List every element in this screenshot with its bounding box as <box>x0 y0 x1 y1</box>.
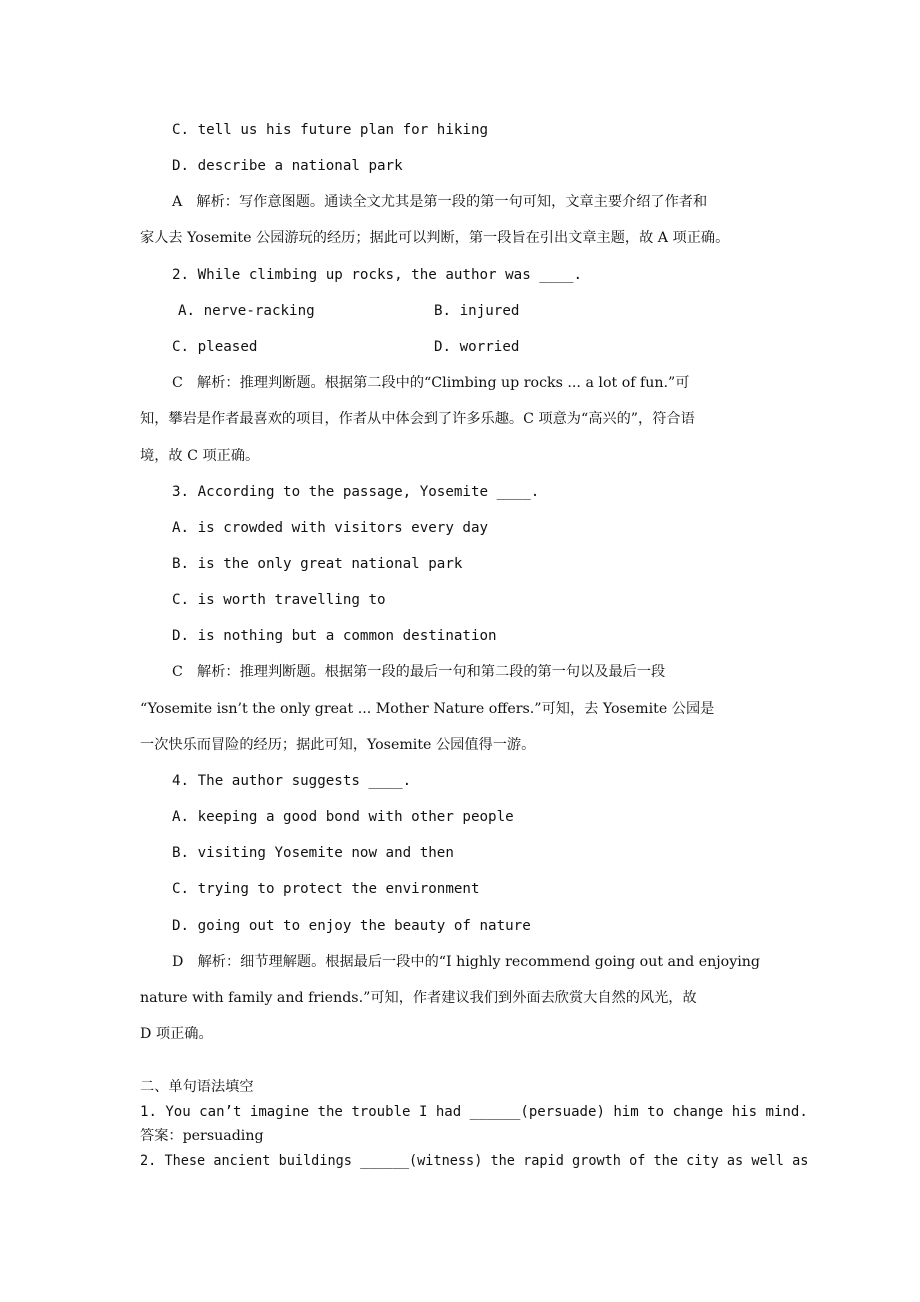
grammar-item-1: 1. You can’t imagine the trouble I had ______(persuade) him to change his mind. <box>140 1104 808 1120</box>
q3-stem: 3. According to the passage, Yosemite ____. <box>172 484 540 500</box>
q3-option-b: B. is the only great national park <box>172 556 463 572</box>
q2-stem: 2. While climbing up rocks, the author was ____. <box>172 267 582 283</box>
q3-analysis-line: “Yosemite isn’t the only great ... Mother Nature offers.”可知，去 Yosemite 公园是 <box>140 701 715 717</box>
q1-option-c: C. tell us his future plan for hiking <box>172 122 489 138</box>
q2-analysis-line: 知，攀岩是作者最喜欢的项目，作者从中体会到了许多乐趣。C 项意为“高兴的”，符合语 <box>140 411 695 427</box>
grammar-item-1-answer: 答案：persuading <box>140 1128 264 1144</box>
q2-option-b: B. injured <box>434 303 520 319</box>
q4-analysis-line: nature with family and friends.”可知，作者建议我们到外面去欣赏大自然的风光，故 <box>140 990 697 1006</box>
q2-analysis-line: 境，故 C 项正确。 <box>140 448 260 464</box>
q3-option-c: C. is worth travelling to <box>172 592 386 608</box>
q1-analysis-line: 家人去 Yosemite 公园游玩的经历；据此可以判断，第一段旨在引出文章主题，故 A 项正确。 <box>140 230 730 246</box>
q2-analysis-line: C 解析：推理判断题。根据第二段中的“Climbing up rocks ... a lot of fun.”可 <box>172 375 690 391</box>
q4-analysis-line: D 项正确。 <box>140 1026 213 1042</box>
q1-option-d: D. describe a national park <box>172 158 403 174</box>
q3-option-a: A. is crowded with visitors every day <box>172 520 489 536</box>
q4-option-b: B. visiting Yosemite now and then <box>172 845 454 861</box>
q4-option-c: C. trying to protect the environment <box>172 881 480 897</box>
q4-option-d: D. going out to enjoy the beauty of nature <box>172 918 531 934</box>
section-heading: 二、单句语法填空 <box>140 1079 254 1095</box>
grammar-item-2: 2. These ancient buildings ______(witness) the rapid growth of the city as well as <box>140 1153 809 1169</box>
q3-analysis-line: 一次快乐而冒险的经历；据此可知，Yosemite 公园值得一游。 <box>140 737 536 753</box>
q4-stem: 4. The author suggests ____. <box>172 773 412 789</box>
q4-analysis-line: D 解析：细节理解题。根据最后一段中的“I highly recommend going out and enjoying <box>172 954 760 970</box>
q3-analysis-line: C 解析：推理判断题。根据第一段的最后一句和第二段的第一句以及最后一段 <box>172 664 666 680</box>
q2-option-d: D. worried <box>434 339 520 355</box>
q3-option-d: D. is nothing but a common destination <box>172 628 497 644</box>
q2-option-a: A. nerve-racking <box>178 303 315 319</box>
q4-option-a: A. keeping a good bond with other people <box>172 809 514 825</box>
q2-option-c: C. pleased <box>172 339 258 355</box>
q1-analysis-line: A 解析：写作意图题。通读全文尤其是第一段的第一句可知，文章主要介绍了作者和 <box>172 194 708 210</box>
